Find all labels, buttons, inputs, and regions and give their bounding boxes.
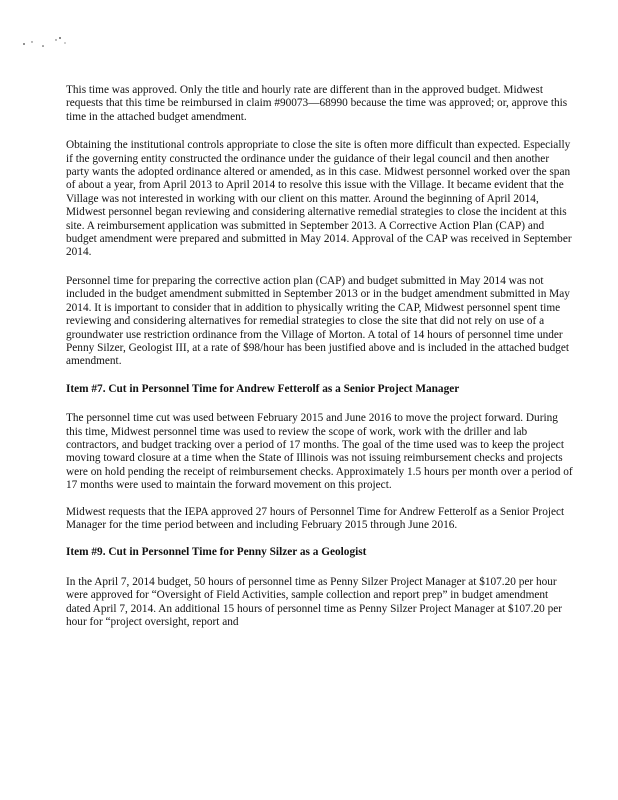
paragraph-personnel-time-cut: The personnel time cut was used between February 2015 and June 2016 to move the project forward. During this time, Midwest personnel time was used to review the scope of work, work with the driller and lab contractors, and budget tracking over a period of 17 months. The goal of the time used was to keep the project moving toward closure at a time when the State of Illinois was not issuing reimbursement checks and projects were on hold pending the receipt of reimbursement checks. Approximately 1.5 hours per month over a period of 17 months were used to maintain the forward movement on this project. <box>66 412 573 492</box>
paragraph-approved-time: This time was approved. Only the title and hourly rate are different than in the approved budget. Midwest requests that this time be reimbursed in claim #90073—68990 because the time was approved; or, approve this time in the attached budget amendment. <box>66 84 568 123</box>
scan-artifact-marks <box>18 34 78 50</box>
paragraph-cap-personnel-time: Personnel time for preparing the corrective action plan (CAP) and budget submitted in May 2014 was not included in the budget amendment submitted in September 2013 or in the budget amendment submitted in May 2014. It is important to consider that in addition to physically writing the CAP, Midwest personnel spent time reviewing and considering alternatives for remedial strategies to close the site that did not rely on use of a groundwater use restriction ordinance from the Village of Morton. A total of 14 hours of personnel time under Penny Silzer, Geologist III, at a rate of $98/hour has been justified above and is included in the attached budget amendment. <box>66 274 570 368</box>
document-body <box>66 84 574 629</box>
paragraph-midwest-request: Midwest requests that the IEPA approved 27 hours of Personnel Time for Andrew Fetterolf as a Senior Project Manager for the time period between and including February 2015 through June 2016. <box>66 505 565 531</box>
heading-item-7: Item #7. Cut in Personnel Time for Andrew Fetterolf as a Senior Project Manager <box>66 382 460 395</box>
paragraph-institutional-controls: Obtaining the institutional controls appropriate to close the site is often more difficult than expected. Especially if the governing entity constructed the ordinance under the guidance of their legal council and then another party wants the adopted ordinance altered or amended, as in this case. Midwest personnel worked over the span of about a year, from April 2013 to April 2014 to resolve this issue with the Village. It became evident that the Village was not interested in working with our client on this matter. Around the beginning of April 2014, Midwest personnel began reviewing and considering alternative remedial strategies to close the incident at this site. A reimbursement application was submitted in September 2013. A Corrective Action Plan (CAP) and budget amendment were prepared and submitted in May 2014. Approval of the CAP was received in September 2014. <box>66 139 572 259</box>
heading-item-9: Item #9. Cut in Personnel Time for Penny Silzer as a Geologist <box>66 546 367 559</box>
paragraph-april-budget: In the April 7, 2014 budget, 50 hours of personnel time as Penny Silzer Project Manager at $107.20 per hour were approved for “Oversight of Field Activities, sample collection and report prep” in budget amendment dated April 7, 2014. An additional 15 hours of personnel time as Penny Silzer Project Manager at $107.20 per hour for “project oversight, report and <box>66 575 563 628</box>
